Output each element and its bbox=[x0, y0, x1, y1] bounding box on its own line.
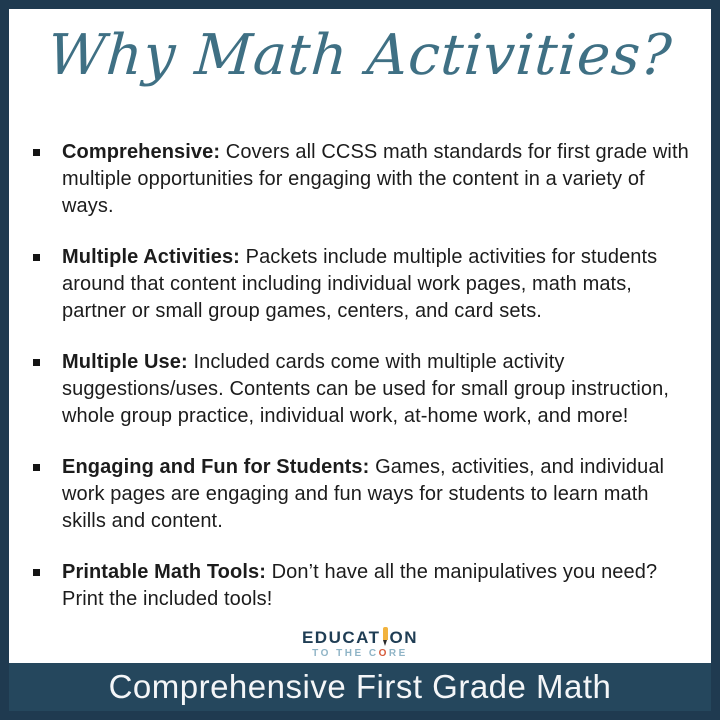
logo-tagline-right: RE bbox=[388, 648, 408, 659]
square-bullet-marker bbox=[33, 254, 40, 261]
bullet-text bbox=[62, 244, 691, 325]
pencil-tip bbox=[383, 640, 387, 646]
pencil-icon bbox=[383, 627, 388, 646]
logo-word-left: EDUCAT bbox=[301, 628, 381, 647]
bullet-item bbox=[33, 454, 691, 535]
bullet-item bbox=[33, 559, 691, 613]
bullet-list bbox=[33, 139, 691, 637]
footer-title: Comprehensive First Grade Math bbox=[108, 668, 612, 705]
bullet-text bbox=[62, 454, 691, 535]
bullet-item bbox=[33, 139, 691, 220]
bullet-text bbox=[62, 139, 691, 220]
square-bullet-marker bbox=[33, 359, 40, 366]
bullet-item bbox=[33, 244, 691, 325]
bullet-label: Multiple Use: bbox=[62, 351, 188, 373]
bullet-body: Games, activities, and individual work pages are engaging and fun ways for students to learn math skills and content. bbox=[62, 456, 665, 532]
square-bullet-marker bbox=[33, 569, 40, 576]
bullet-body: Packets include multiple activities for students around that content including individual work pages, math mats, partner or small group games, centers, and card sets. bbox=[62, 246, 658, 322]
bullet-body: Included cards come with multiple activity suggestions/uses. Contents can be used for small group instruction, whole group practice, individual work, at-home work, and more! bbox=[62, 351, 670, 427]
pencil-body bbox=[383, 627, 388, 640]
square-bullet-marker bbox=[33, 149, 40, 156]
bullet-label: Engaging and Fun for Students: bbox=[62, 456, 370, 478]
bullet-body: Covers all CCSS math standards for first grade with multiple opportunities for engaging with the content in a variety of ways. bbox=[62, 141, 689, 217]
footer-banner bbox=[9, 663, 711, 711]
logo-tagline bbox=[9, 649, 711, 659]
bullet-body: Don’t have all the manipulatives you need? Print the included tools! bbox=[62, 561, 658, 610]
bullet-text bbox=[62, 559, 691, 613]
apple-icon: O bbox=[378, 648, 389, 659]
education-to-the-core-logo bbox=[9, 627, 711, 659]
square-bullet-marker bbox=[33, 464, 40, 471]
logo-word-right: ON bbox=[389, 628, 419, 647]
bullet-item bbox=[33, 349, 691, 430]
bullet-label: Printable Math Tools: bbox=[62, 561, 266, 583]
page-title: Why Math Activities? bbox=[45, 23, 675, 88]
logo-wordmark bbox=[9, 627, 711, 646]
bullet-label: Comprehensive: bbox=[62, 141, 221, 163]
bullet-label: Multiple Activities: bbox=[62, 246, 240, 268]
logo-tagline-left: TO THE C bbox=[312, 648, 379, 659]
bullet-text bbox=[62, 349, 691, 430]
